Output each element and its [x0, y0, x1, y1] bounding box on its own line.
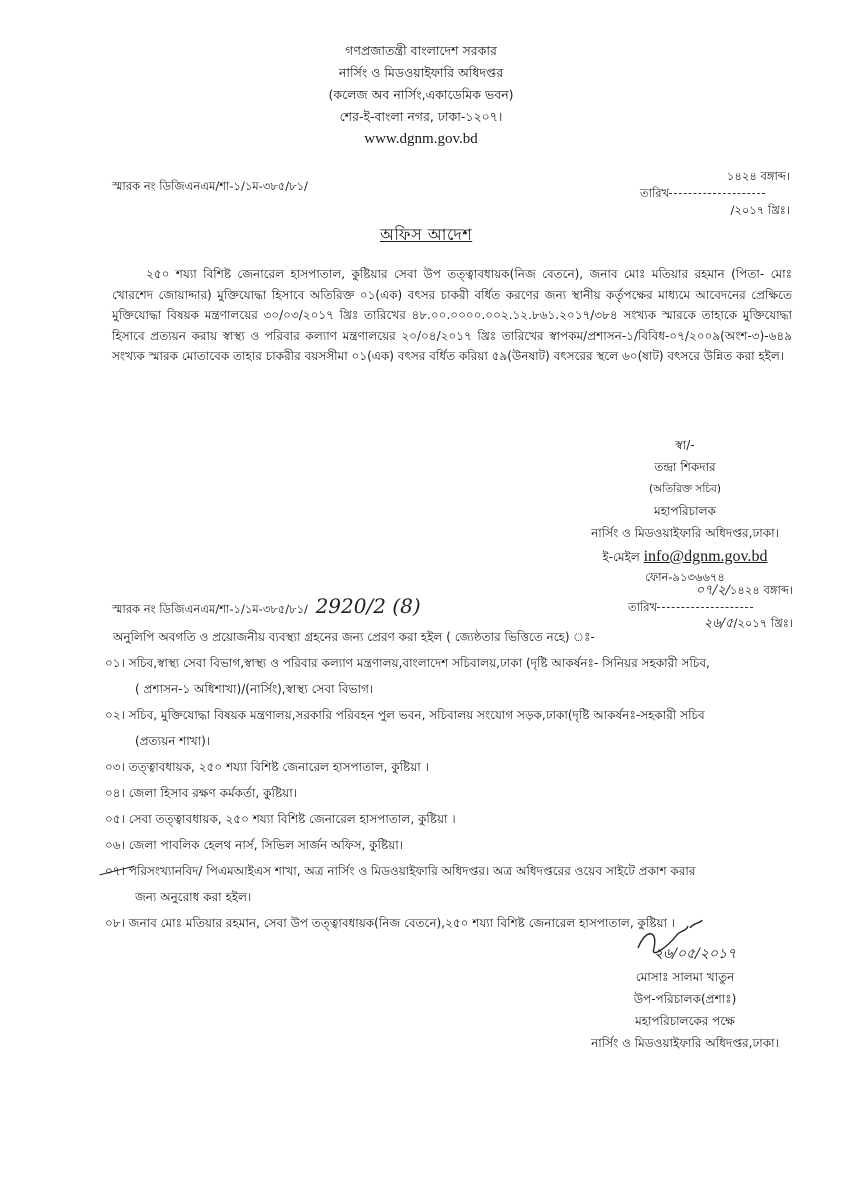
letterhead	[0, 40, 842, 150]
memo-reference-2-text: স্মারক নং ডিজিএনএম/শা-১/১ম-৩৮৫/৮১/	[112, 602, 308, 616]
email-link[interactable]: info@dgnm.gov.bd	[643, 548, 768, 565]
memo-2-date-label: তারিখ	[628, 600, 658, 614]
copy-item-continuation: ( প্রশাসন-১ অধিশাখা)/(নার্সিং),স্বাস্থ্য সেবা বিভাগ।	[135, 682, 374, 696]
handwritten-date-english: ২৬/৫	[703, 616, 734, 631]
copy-item-text: সেবা তত্ত্বাবধায়ক, ২৫০ শয্যা বিশিষ্ট জেনারেল হাসপাতাল, কুষ্টিয়া ।	[128, 812, 456, 826]
copy-item-text: পরিসংখ্যানবিদ/ পিএমআইএস শাখা, অত্র নার্সিং ও মিডওয়াইফারি অধিদপ্তর। অত্র অধিদপ্তরের ওয়েব সাইটে প্রকাশ করার	[128, 864, 696, 878]
letterhead-directorate: নার্সিং ও মিডওয়াইফারি অধিদপ্তর	[338, 65, 504, 80]
copy-item-text: জনাব মোঃ মতিয়ার রহমান, সেবা উপ তত্ত্বাবধায়ক(নিজ বেতনে),২৫০ শয্যা বিশিষ্ট জেনারেল হাসপাতাল, কুষ্টিয়া ।	[128, 916, 676, 930]
copy-item-number: ০৪।	[105, 786, 125, 800]
copy-item-text: জেলা পাবলিক হেলথ নার্স, সিভিল সার্জন অফিস, কুষ্টিয়া।	[128, 838, 403, 852]
copy-item-text: সচিব, মুক্তিযোদ্ধা বিষয়ক মন্ত্রণালয়,সরকারি পরিবহন পুল ভবন, সচিবালয় সংযোগ সড়ক,ঢাকা(দৃষ্টি আকর্ষনঃ-সহকারী সচিব	[128, 708, 705, 722]
signatory-block-1	[560, 434, 810, 584]
copy-item-number: ০১।	[105, 656, 125, 670]
handwritten-reference-number: 2920/2 (8)	[315, 594, 421, 618]
copy-item	[105, 754, 805, 780]
signatory-designation: মহাপরিচালক	[654, 504, 716, 518]
copy-item-number: ০৮।	[105, 916, 125, 930]
copy-item-text: জেলা হিসাব রক্ষণ কর্মকর্তা, কুষ্টিয়া।	[128, 786, 298, 800]
letterhead-address: শের-ই-বাংলা নগর, ঢাকা-১২০৭।	[339, 109, 503, 124]
memo-reference: স্মারক নং ডিজিএনএম/শা-১/১ম-৩৮৫/৮১/	[112, 179, 308, 193]
signatory-block-2	[560, 966, 810, 1054]
letterhead-building: (কলেজ অব নার্সিং,একাডেমিক ভবন)	[328, 87, 514, 102]
copy-item-text: তত্ত্বাবধায়ক, ২৫০ শয্যা বিশিষ্ট জেনারেল হাসপাতাল, কুষ্টিয়া ।	[128, 760, 429, 774]
letterhead-government: গণপ্রজাতন্ত্রী বাংলাদেশ সরকার	[345, 43, 497, 58]
copy-item-number	[105, 864, 125, 878]
signature-date: ২৬/০৫/২০১৭	[654, 946, 737, 962]
memo-date	[640, 168, 790, 219]
memo-2-date-english: /২০১৭ খ্রিঃ।	[733, 616, 793, 630]
email-label: ই-মেইল	[602, 550, 640, 564]
signatory-office: নার্সিং ও মিডওয়াইফারি অধিদপ্তর,ঢাকা।	[591, 526, 779, 540]
handwritten-signature	[628, 918, 778, 970]
copy-item-continuation: জন্য অনুরোধ করা হইল।	[135, 890, 252, 904]
memo-2-date-bangla: ১৪২৪ বঙ্গাব্দ।	[729, 583, 793, 597]
letterhead-website[interactable]: www.dgnm.gov.bd	[364, 131, 478, 147]
order-body-text: ২৫০ শয্যা বিশিষ্ট জেনারেল হাসপাতাল, কুষ্টিয়ার সেবা উপ তত্ত্বাবধায়ক(নিজ বেতনে), জনাব মোঃ মতিয়ার রহমান (পিতা- মোঃ খোরশেদ জোয়াদ্দার) মুক্তিযোদ্ধা হিসাবে অতিরিক্ত ০১(এক) বৎসর চাকরী বর্ধিত করণের জন্য স্থানীয় কর্তৃপক্ষের মাধ্যমে আবেদনের প্রেক্ষিতে মুক্তিযোদ্ধা বিষয়ক মন্ত্রণালয়ের ৩০/০৩/২০১৭ খ্রিঃ তারিখের ৪৮.০০.০০০০.০০২.১২.৮৬১.২০১৭/৩৮৪ সংখ্যক স্মারকে তাহাকে মুক্তিযোদ্ধা হিসাবে প্রত্যয়ন করায় স্বাস্থ্য ও পরিবার কল্যাণ মন্ত্রণালয়ের ২০/০৪/২০১৭ খ্রিঃ তারিখের স্বাপকম/প্রশাসন-১/বিবিধ-০৭/২০০৯(অংশ-৩)-৬৪৯ সংখ্যক স্মারক মোতাবেক তাহার চাকরীর বয়সসীমা ০১(এক) বৎসর বর্ধিত করিয়া ৫৯(উনষাট) বৎসরের স্থলে ৬০(ষাট) বৎসরে উন্নিত করা হইল।	[112, 267, 792, 363]
copy-item-number-text: ০৭।	[105, 864, 125, 878]
signatory-rank: (অতিরিক্ত সচিব)	[649, 483, 721, 495]
signed-mark: স্বা/-	[675, 438, 695, 452]
signatory-2-name: মোসাঃ সালমা খাতুন	[635, 970, 735, 984]
memo-date-bangla: ১৪২৪ বঙ্গাব্দ।	[726, 169, 790, 183]
date-dash-line	[669, 193, 765, 194]
copy-item	[105, 806, 805, 832]
signatory-2-on-behalf: মহাপরিচালকের পক্ষে	[635, 1014, 735, 1028]
signatory-2-office: নার্সিং ও মিডওয়াইফারি অধিদপ্তর,ঢাকা।	[591, 1036, 779, 1050]
copy-item	[105, 832, 805, 858]
copy-item-number: ০৩।	[105, 760, 125, 774]
date-dash-line	[657, 607, 753, 608]
copy-item-text: সচিব,স্বাস্থ্য সেবা বিভাগ,স্বাস্থ্য ও পরিবার কল্যাণ মন্ত্রণালয়,বাংলাদেশ সচিবালয়,ঢাকা (দৃষ্টি আকর্ষনঃ- সিনিয়র সহকারী সচিব,	[128, 656, 710, 670]
phone-number: ফোন-৯১৩৬৬৭৪	[645, 570, 725, 584]
signatory-name: তন্দ্রা শিকদার	[654, 460, 716, 474]
copy-item	[105, 650, 805, 702]
copy-intro: অনুলিপি অবগতি ও প্রয়োজনীয় ব্যবস্থ্যা গ্রহনের জন্য প্রেরণ করা হইল ( জ্যেষ্ঠতার ভিত্তিতে নহে) ঃ-	[113, 630, 595, 644]
copy-item-number: ০৬।	[105, 838, 125, 852]
memo-date-label: তারিখ	[640, 186, 670, 200]
copy-list	[105, 650, 805, 936]
signatory-2-designation: উপ-পরিচালক(প্রশাঃ)	[633, 992, 737, 1006]
order-body	[112, 264, 792, 367]
memo-date-english: /২০১৭ খ্রিঃ।	[730, 203, 790, 217]
copy-item	[105, 702, 805, 754]
copy-item-number: ০২।	[105, 708, 125, 722]
copy-distribution	[105, 624, 805, 936]
copy-item	[105, 858, 805, 910]
memo-reference-2	[112, 594, 421, 620]
copy-item-number: ০৫।	[105, 812, 125, 826]
copy-item-continuation: (প্রত্যয়ন শাখা)।	[135, 734, 211, 748]
order-title: অফিস আদেশ	[380, 225, 473, 244]
copy-item	[105, 780, 805, 806]
handwritten-date-bangla: ০৭/২/	[695, 583, 730, 598]
